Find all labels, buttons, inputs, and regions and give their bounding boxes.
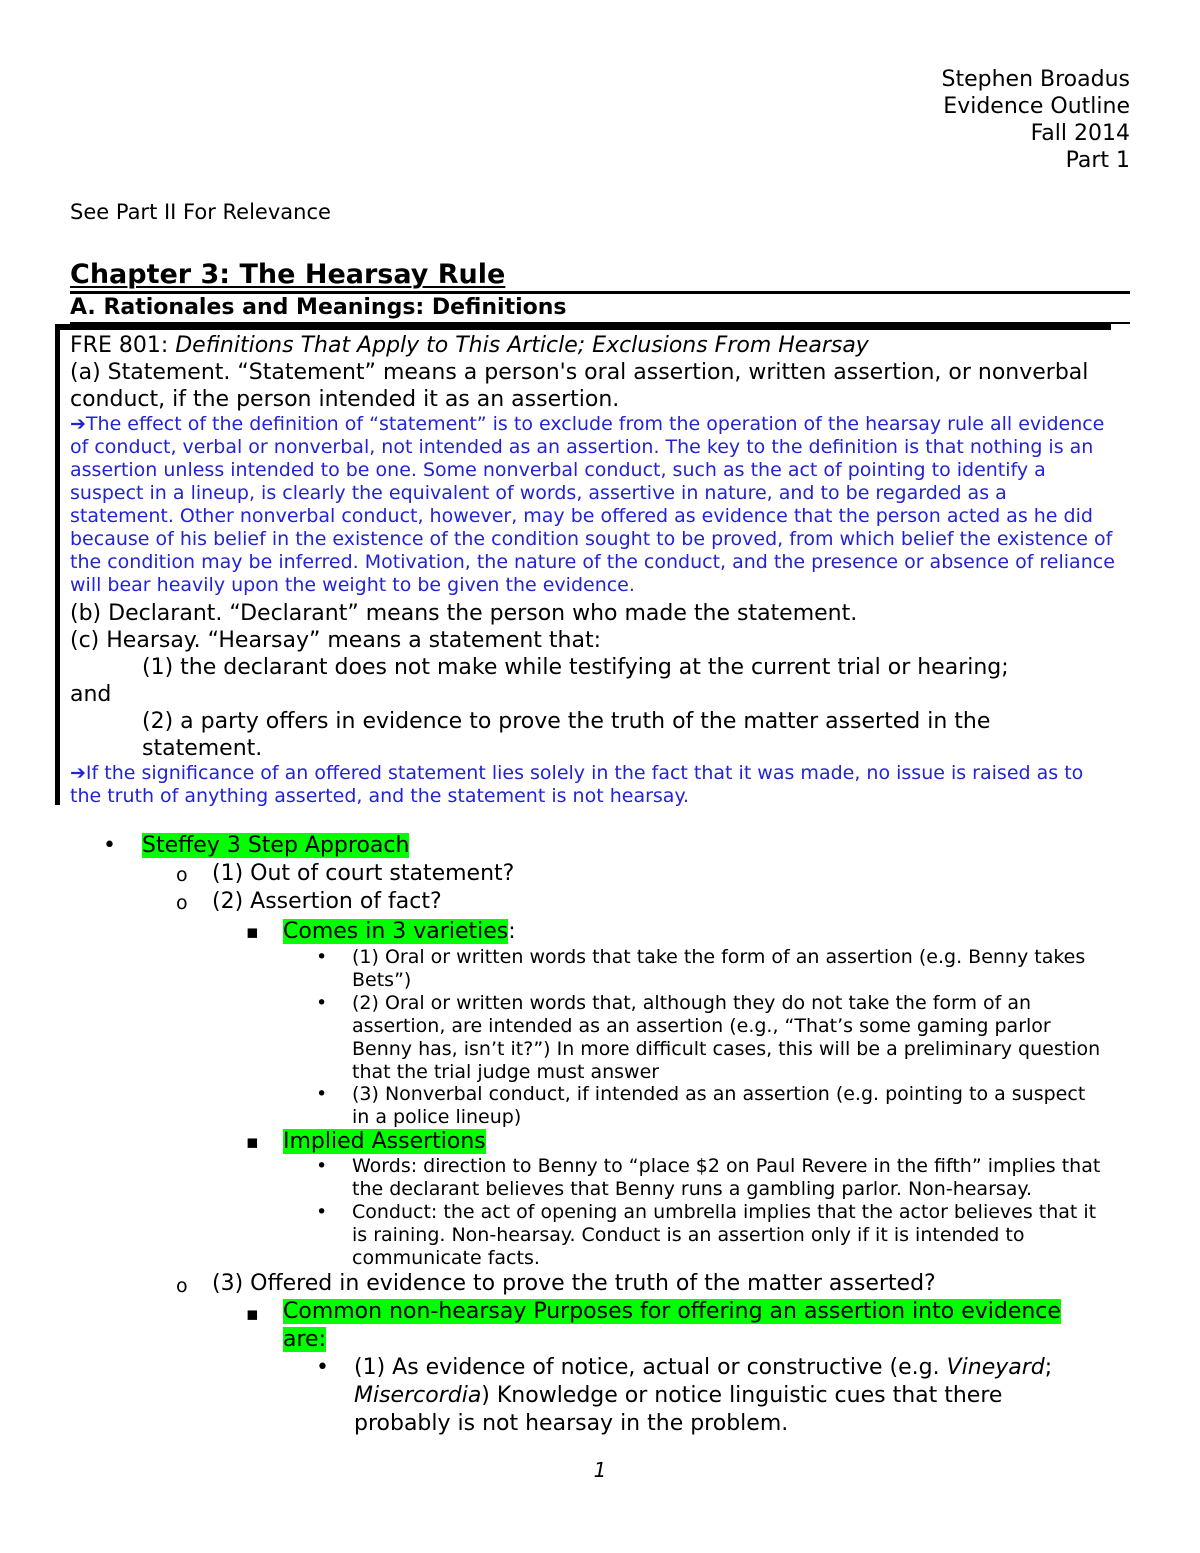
notice-line-1 (354, 1354, 1052, 1382)
fre-heading (70, 332, 1115, 359)
case-name: Vineyard (946, 1355, 1045, 1380)
highlighted-text: Implied Assertions (283, 1129, 486, 1154)
outline-step-3: (3) Offered in evidence to prove the truth of the matter asserted? (212, 1271, 936, 1296)
fre-subsection-b: (b) Declarant. “Declarant” means the person who made the statement. (70, 601, 858, 626)
notice-line-2 (354, 1382, 1002, 1410)
fre-title: Definitions That Apply to This Article; Exclusions From Hearsay (175, 333, 869, 358)
bullet-marker: • (316, 1155, 328, 1177)
outline-common-line-2 (283, 1326, 326, 1354)
highlighted-text: Comes in 3 varieties (283, 919, 509, 944)
implied-words-line-2: the declarant believes that Benny runs a gambling parlor. Non-hearsay. (352, 1178, 1033, 1200)
circle-marker: o (176, 892, 188, 914)
outline-implied (283, 1128, 486, 1156)
outline-varieties (283, 918, 516, 946)
outline-common-line-1 (283, 1298, 1061, 1326)
square-marker: ▪ (246, 921, 259, 943)
variety-2-line-3: Benny has, isn’t it?”) In more difficult cases, this will be a preliminary question (352, 1038, 1101, 1060)
circle-marker: o (176, 864, 188, 886)
document-title: Evidence Outline (943, 94, 1130, 119)
colon: : (508, 919, 516, 944)
variety-2-line-2: assertion, are intended as an assertion (e.g., “That’s some gaming parlor (352, 1015, 1051, 1037)
outline-step-1: (1) Out of court statement? (212, 861, 515, 886)
square-marker: ▪ (246, 1303, 259, 1325)
text-run: ; (1044, 1355, 1053, 1380)
see-part-note: See Part II For Relevance (70, 200, 331, 224)
page-number: 1 (593, 1458, 607, 1482)
variety-3-line-1: (3) Nonverbal conduct, if intended as an assertion (e.g. pointing to a suspect (352, 1083, 1086, 1105)
fre-advisory-note-2: ➔If the significance of an offered statement lies solely in the fact that it was made, no issue is raised as to the truth of anything asserted, and the statement is not hearsay. (70, 762, 1084, 807)
text-run: (1) As evidence of notice, actual or constructive (e.g. (354, 1355, 947, 1380)
rule-box-left-border (55, 327, 60, 805)
fre-subsection-a: (a) Statement. “Statement” means a person's oral assertion, written assertion, or nonverbal conduct, if the person intended it as an assertion. (70, 360, 1089, 412)
variety-2-line-4: that the trial judge must answer (352, 1061, 660, 1083)
implied-words-line-1: Words: direction to Benny to “place $2 on Paul Revere in the fifth” implies that (352, 1155, 1101, 1177)
text-run: ) Knowledge or notice linguistic cues that there (481, 1383, 1003, 1408)
chapter-title: Chapter 3: The Hearsay Rule (70, 259, 506, 290)
outline-steffey (142, 832, 409, 860)
fre-label: FRE 801: (70, 333, 176, 358)
notice-line-3: probably is not hearsay in the problem. (354, 1411, 789, 1436)
highlighted-text: Common non-hearsay Purposes for offering an assertion into evidence (283, 1299, 1061, 1324)
section-heading: A. Rationales and Meanings: Definitions (70, 295, 567, 320)
document-header (942, 66, 1130, 174)
highlighted-text: are: (283, 1327, 326, 1352)
document-term: Fall 2014 (1030, 121, 1130, 146)
variety-1-line-1: (1) Oral or written words that take the form of an assertion (e.g. Benny takes (352, 946, 1086, 968)
variety-3-line-2: in a police lineup) (352, 1106, 522, 1128)
implied-conduct-line-2: is raining. Non-hearsay. Conduct is an assertion only if it is intended to (352, 1224, 1025, 1246)
implied-conduct-line-3: communicate facts. (352, 1247, 540, 1269)
author-name: Stephen Broadus (941, 67, 1130, 92)
variety-2-line-1: (2) Oral or written words that, although they do not take the form of an (352, 992, 1032, 1014)
circle-marker: o (176, 1275, 188, 1297)
outline-step-2: (2) Assertion of fact? (212, 889, 442, 914)
square-marker: ▪ (246, 1131, 259, 1153)
fre-advisory-note-1: ➔The effect of the definition of “statement” is to exclude from the operation of the hearsay rule all evidence of conduct, verbal or nonverbal, not intended as an assertion. The key to the definition is that nothing is an assertion unless intended to be one. Some nonverbal conduct, such as the act of pointing to identify a suspect in a lineup, is clearly the equivalent of words, assertive in nature, and to be regarded as a statement. Other nonverbal conduct, however, may be offered as evidence that the person acted as he did because of his belief in the existence of the condition sought to be proved, from which belief the existence of the condition may be inferred. Motivation, the nature of the conduct, and the presence or absence of reliance will bear heavily upon the weight to be given the evidence. (70, 413, 1115, 596)
chapter-heading (70, 258, 1130, 292)
fre-subsection-c1: (1) the declarant does not make while testifying at the current trial or hearing; (142, 655, 1009, 680)
highlighted-text: Steffey 3 Step Approach (142, 833, 410, 858)
bullet-marker: • (316, 1083, 328, 1105)
document-part: Part 1 (1065, 148, 1130, 173)
bullet-marker: • (316, 992, 328, 1014)
variety-1-line-2: Bets”) (352, 969, 412, 991)
rule-box-top-border (55, 324, 1111, 330)
fre-subsection-c1-and: and (70, 682, 112, 707)
fre-subsection-c: (c) Hearsay. “Hearsay” means a statement that: (70, 628, 602, 653)
implied-conduct-line-1: Conduct: the act of opening an umbrella implies that the actor believes that it (352, 1201, 1097, 1223)
fre-subsection-c2: (2) a party offers in evidence to prove the truth of the matter asserted in the statement. (142, 709, 991, 761)
bullet-marker: • (103, 833, 116, 858)
bullet-marker: • (316, 946, 328, 968)
fre-801-rule-box (70, 332, 1115, 808)
bullet-marker: • (316, 1201, 328, 1223)
bullet-marker: • (316, 1355, 329, 1380)
case-name: Misercordia (354, 1383, 482, 1408)
